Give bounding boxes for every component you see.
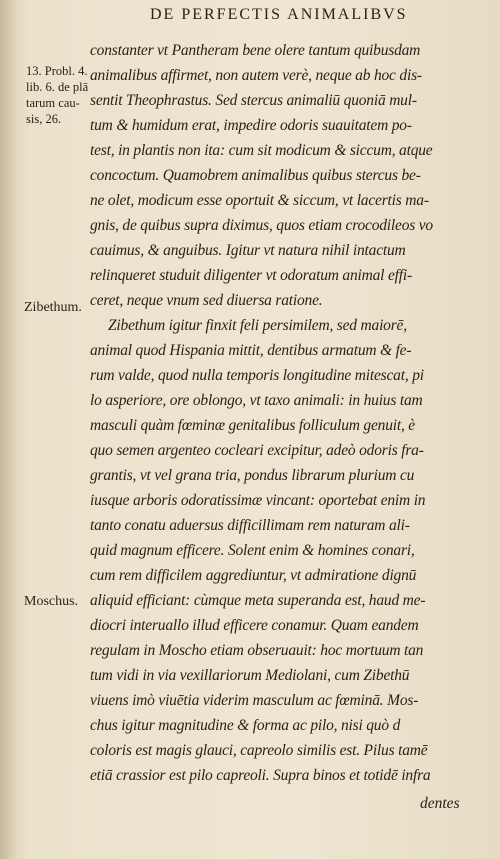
text-line: rum valde, quod nulla temporis longitudine mitescat, pi (90, 367, 424, 384)
text-line: aliquid efficiant: cùmque meta superanda est, haud me- (90, 592, 426, 609)
text-line: quo semen argenteo cocleari excipitur, adeò odoris fra- (90, 442, 424, 459)
text-line: iusque arboris odoratissimæ vincant: oportebat enim in (90, 492, 426, 509)
text-line: grantis, vt vel grana tria, pondus librarum plurium cu (90, 467, 415, 484)
running-header: DE PERFECTIS ANIMALIBVS (150, 6, 408, 23)
catchword: dentes (420, 795, 460, 812)
text-line: ne olet, modicum esse oportuit & siccum, vt lacertis ma- (90, 192, 429, 209)
margin-line: sis, 26. (26, 112, 62, 126)
text-line: tum vidi in via vexillariorum Mediolani, cum Zibethū (90, 667, 410, 684)
text-line: viuens imò viuētia viderim masculum ac fœminā. Mos- (90, 692, 419, 709)
text-line: animal quod Hispania mittit, dentibus armatum & fe- (90, 342, 412, 359)
text-line: quid magnum efficere. Solent enim & homines conari, (90, 542, 415, 559)
text-line: lo asperiore, ore oblongo, vt taxo animali: in huius tam (90, 392, 423, 409)
text-line: tum & humidum erat, impedire odoris suauitatem po- (90, 117, 412, 134)
text-line: gnis, de quibus supra diximus, quos etiam crocodileos vo (90, 217, 433, 234)
text-line: chus igitur magnitudine & forma ac pilo, nisi quò d (90, 717, 401, 734)
text-line: etiā crassior est pilo capreoli. Supra binos et totidē infra (90, 767, 431, 784)
margin-line: lib. 6. de plā (26, 80, 89, 94)
text-line: ceret, neque vnum sed diuersa ratione. (90, 292, 323, 309)
text-line: relinqueret studuit diligenter vt odoratum animal effi- (90, 267, 412, 284)
text-line: test, in plantis non ita: cum sit modicum & siccum, atque (90, 142, 433, 159)
text-line: cauimus, & anguibus. Igitur vt natura nihil intactum (90, 242, 406, 259)
text-line: constanter vt Pantheram bene olere tantum quibusdam (90, 42, 421, 59)
text-line: tanto conatu aduersus difficillimam rem naturam ali- (90, 517, 410, 534)
text-line: regulam in Moscho etiam obseruauit: hoc mortuum tan (90, 642, 424, 659)
text-line: diocri interuallo illud efficere conamur. Quam eandem (90, 617, 419, 634)
text-line: coloris est magis glauci, capreolo similis est. Pilus tamē (90, 742, 428, 759)
text-line: animalibus affirmet, non autem verè, neque ab hoc dis- (90, 67, 422, 84)
text-line: cum rem difficilem aggrediuntur, vt admiratione dignū (90, 567, 417, 584)
marginal-note-zibethum: Zibethum. (24, 300, 82, 315)
text-line: masculi quàm fœminæ genitalibus folliculum genuit, è (90, 417, 415, 434)
margin-line: 13. Probl. 4. (26, 64, 88, 78)
gutter-shadow (0, 0, 18, 859)
margin-line: tarum cau- (26, 96, 80, 110)
marginal-note-moschus: Moschus. (24, 594, 79, 609)
text-line: Zibethum igitur finxit feli persimilem, sed maiorē, (108, 317, 407, 334)
text-line: sentit Theophrastus. Sed stercus animaliū quoniā mul- (90, 92, 417, 109)
text-line: concoctum. Quamobrem animalibus quibus stercus be- (90, 167, 421, 184)
